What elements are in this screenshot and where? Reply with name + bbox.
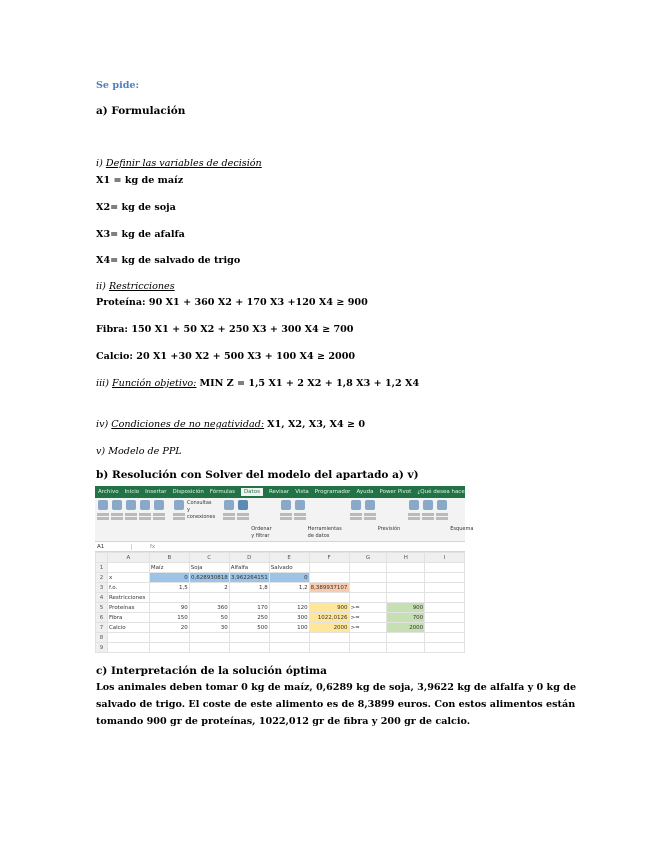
column-header[interactable]: A bbox=[107, 553, 149, 563]
spreadsheet-grid bbox=[95, 552, 465, 653]
cell[interactable] bbox=[425, 643, 465, 653]
var-x2: X2= kg de soja bbox=[96, 202, 176, 213]
table-row bbox=[96, 643, 465, 653]
cell[interactable]: 0,628930818 bbox=[190, 574, 228, 581]
column-header[interactable]: B bbox=[149, 553, 189, 563]
table-row bbox=[96, 603, 465, 613]
subsection-i bbox=[96, 158, 262, 170]
cell[interactable]: >= bbox=[349, 623, 387, 633]
cell[interactable]: 250 bbox=[229, 613, 269, 623]
rhs-cell[interactable]: 900 bbox=[387, 603, 425, 613]
non-negativity: X1, X2, X3, X4 ≥ 0 bbox=[267, 419, 366, 430]
formula-bar bbox=[95, 542, 465, 552]
cell[interactable]: 500 bbox=[229, 623, 269, 633]
cell[interactable]: 300 bbox=[269, 613, 309, 623]
subsection-ii-prefix: ii) bbox=[96, 281, 106, 292]
cell[interactable]: 1,5 bbox=[149, 583, 189, 593]
cell[interactable]: x bbox=[107, 573, 149, 583]
subtotal-icon[interactable] bbox=[436, 500, 448, 539]
excel-tab[interactable]: Programador bbox=[314, 489, 351, 495]
forecast-sheet-icon[interactable] bbox=[364, 500, 376, 539]
cell[interactable] bbox=[107, 633, 149, 643]
column-header[interactable]: H bbox=[387, 553, 425, 563]
cell[interactable]: >= bbox=[349, 603, 387, 613]
table-row bbox=[96, 573, 465, 583]
cell[interactable]: 150 bbox=[149, 613, 189, 623]
section-b-title: b) Resolución con Solver del modelo del apartado a) v) bbox=[96, 469, 419, 481]
excel-tab[interactable]: Insertar bbox=[145, 489, 167, 495]
var-x3: X3= kg de afalfa bbox=[96, 229, 185, 240]
row-header[interactable]: 6 bbox=[96, 613, 108, 623]
conclusion-line-2: salvado de trigo. El coste de este alimento es de 8,3899 euros. Con estos alimentos están bbox=[96, 699, 576, 710]
sort-icon[interactable] bbox=[223, 500, 235, 539]
cell[interactable] bbox=[149, 633, 189, 643]
cell[interactable] bbox=[229, 633, 269, 643]
column-header[interactable]: I bbox=[425, 553, 465, 563]
row-header[interactable]: 8 bbox=[96, 633, 108, 643]
cell[interactable]: Restricciones bbox=[107, 593, 149, 603]
from-web-icon[interactable] bbox=[125, 500, 137, 539]
cell[interactable] bbox=[229, 593, 269, 603]
cell[interactable]: 90 bbox=[149, 603, 189, 613]
cell[interactable] bbox=[349, 563, 387, 573]
filter-icon[interactable] bbox=[237, 500, 249, 539]
cell[interactable] bbox=[387, 593, 425, 603]
cell[interactable]: 0 bbox=[269, 573, 309, 583]
conclusion-line-1: Los animales deben tomar 0 kg de maíz, 0,6289 kg de soja, 3,9622 kg de alfalfa y 0 kg de bbox=[96, 682, 577, 693]
column-header[interactable]: F bbox=[309, 553, 349, 563]
restriction-calcium: Calcio: 20 X1 +30 X2 + 500 X3 + 100 X4 ≥ 2000 bbox=[96, 351, 356, 362]
excel-tab[interactable]: Revisar bbox=[268, 489, 290, 495]
cell[interactable] bbox=[149, 643, 189, 653]
queries-group-label: Consultas y conexiones bbox=[187, 500, 216, 520]
cell[interactable] bbox=[107, 643, 149, 653]
cell[interactable] bbox=[349, 643, 387, 653]
excel-tab[interactable]: Vista bbox=[295, 489, 309, 495]
restriction-fiber: Fibra: 150 X1 + 50 X2 + 250 X3 + 300 X4 ≥ 700 bbox=[96, 324, 354, 335]
cell[interactable] bbox=[387, 633, 425, 643]
subsection-iii bbox=[96, 378, 419, 390]
cell[interactable]: Alfalfa bbox=[229, 563, 269, 573]
name-box[interactable]: A1 bbox=[95, 544, 132, 550]
cell[interactable] bbox=[189, 633, 229, 643]
cell[interactable]: 100 bbox=[269, 623, 309, 633]
conclusion-line-3: tomando 900 gr de proteínas, 1022,012 gr de fibra y 200 gr de calcio. bbox=[96, 716, 471, 727]
from-text-icon[interactable] bbox=[111, 500, 123, 539]
objective-value-cell[interactable]: 8,389937107 bbox=[310, 584, 348, 591]
excel-tab[interactable]: Disposición bbox=[172, 489, 204, 495]
rhs-cell[interactable]: 700 bbox=[387, 613, 425, 623]
column-header-row bbox=[96, 553, 465, 563]
cell[interactable]: 20 bbox=[149, 623, 189, 633]
subsection-i-title: Definir las variables de decisión bbox=[105, 158, 262, 169]
excel-ribbon-tabs bbox=[95, 486, 470, 498]
outline-group-label: Esquema bbox=[450, 526, 474, 532]
data-tools-group-label: Herramientas de datos bbox=[307, 526, 342, 539]
lhs-cell[interactable]: 1022,0126 bbox=[309, 613, 349, 623]
subsection-i-prefix: i) bbox=[96, 158, 103, 169]
cell[interactable]: 170 bbox=[229, 603, 269, 613]
cell[interactable]: f.o. bbox=[107, 583, 149, 593]
subsection-iv bbox=[96, 419, 365, 431]
cell[interactable] bbox=[269, 633, 309, 643]
cell[interactable] bbox=[387, 573, 425, 583]
cell[interactable] bbox=[349, 573, 387, 583]
column-header[interactable]: E bbox=[269, 553, 309, 563]
what-if-icon[interactable] bbox=[350, 500, 362, 539]
row-header[interactable]: 3 bbox=[96, 583, 108, 593]
subsection-v: v) Modelo de PPL bbox=[96, 446, 182, 457]
cell[interactable]: >= bbox=[349, 613, 387, 623]
table-row bbox=[96, 633, 465, 643]
row-header[interactable]: 9 bbox=[96, 643, 108, 653]
excel-tab[interactable]: Inicio bbox=[124, 489, 140, 495]
cell[interactable] bbox=[189, 593, 229, 603]
column-header[interactable]: D bbox=[229, 553, 269, 563]
cell[interactable]: 2 bbox=[189, 583, 229, 593]
cell[interactable] bbox=[189, 643, 229, 653]
cell[interactable] bbox=[387, 643, 425, 653]
row-header[interactable]: 7 bbox=[96, 623, 108, 633]
forecast-group-label: Previsión bbox=[377, 526, 401, 532]
cell[interactable] bbox=[309, 573, 349, 583]
from-table-icon[interactable] bbox=[139, 500, 151, 539]
cell[interactable]: Calcio bbox=[107, 623, 149, 633]
text-to-columns-icon[interactable] bbox=[280, 500, 292, 539]
row-header[interactable]: 5 bbox=[96, 603, 108, 613]
cell[interactable] bbox=[425, 633, 465, 643]
cell[interactable] bbox=[309, 593, 349, 603]
cell[interactable]: Fibra bbox=[107, 613, 149, 623]
var-x1: X1 = kg de maíz bbox=[96, 175, 184, 186]
recent-sources-icon[interactable] bbox=[153, 500, 165, 539]
group-icon[interactable] bbox=[408, 500, 420, 539]
cell[interactable]: 1,8 bbox=[229, 583, 269, 593]
row-header[interactable]: 4 bbox=[96, 593, 108, 603]
excel-tab-active[interactable]: Datos bbox=[241, 488, 263, 496]
cell[interactable] bbox=[309, 563, 349, 573]
excel-ribbon bbox=[95, 498, 474, 542]
excel-tab[interactable]: Power Pivot bbox=[379, 489, 412, 495]
table-row bbox=[96, 563, 465, 573]
cell[interactable] bbox=[425, 613, 465, 623]
restriction-protein: Proteína: 90 X1 + 360 X2 + 170 X3 +120 X4 ≥ 900 bbox=[96, 297, 368, 308]
cell[interactable]: 1,2 bbox=[269, 583, 309, 593]
lhs-cell[interactable]: 900 bbox=[309, 603, 349, 613]
cell[interactable] bbox=[149, 593, 189, 603]
cell[interactable]: 50 bbox=[189, 613, 229, 623]
table-row bbox=[96, 583, 465, 593]
excel-screenshot bbox=[95, 486, 474, 651]
ungroup-icon[interactable] bbox=[422, 500, 434, 539]
section-a-title: a) Formulación bbox=[96, 105, 186, 117]
fx-icon[interactable]: fx bbox=[150, 543, 156, 550]
se-pide-heading: Se pide: bbox=[96, 80, 140, 91]
cell[interactable] bbox=[269, 593, 309, 603]
cell[interactable] bbox=[349, 583, 387, 593]
cell[interactable] bbox=[425, 593, 465, 603]
table-row bbox=[96, 593, 465, 603]
section-c-title: c) Interpretación de la solución óptima bbox=[96, 665, 327, 677]
cell[interactable] bbox=[349, 593, 387, 603]
cell[interactable] bbox=[425, 603, 465, 613]
cell[interactable] bbox=[387, 563, 425, 573]
table-row bbox=[96, 613, 465, 623]
cell[interactable]: 360 bbox=[189, 603, 229, 613]
corner-cell[interactable] bbox=[96, 553, 108, 563]
cell[interactable] bbox=[425, 583, 465, 593]
cell[interactable]: 0 bbox=[149, 573, 189, 583]
var-x4: X4= kg de salvado de trigo bbox=[96, 255, 241, 266]
sort-filter-group-label: Ordenar y filtrar bbox=[251, 526, 272, 539]
cell[interactable] bbox=[107, 563, 149, 573]
get-data-icon[interactable] bbox=[97, 500, 109, 539]
cell[interactable]: Soja bbox=[189, 563, 229, 573]
excel-tab[interactable]: Archivo bbox=[98, 489, 119, 495]
flash-fill-icon[interactable] bbox=[294, 500, 306, 539]
cell[interactable] bbox=[425, 573, 465, 583]
cell[interactable]: 3,962264151 bbox=[230, 574, 268, 581]
cell[interactable] bbox=[269, 643, 309, 653]
objective-function: MIN Z = 1,5 X1 + 2 X2 + 1,8 X3 + 1,2 X4 bbox=[199, 378, 420, 389]
cell[interactable]: 120 bbox=[269, 603, 309, 613]
cell[interactable] bbox=[425, 563, 465, 573]
excel-tab[interactable]: ¿Qué desea hacer? bbox=[417, 489, 470, 495]
subsection-iii-prefix: iii) bbox=[96, 378, 109, 389]
cell[interactable]: 30 bbox=[189, 623, 229, 633]
subsection-iv-title: Condiciones de no negatividad: bbox=[111, 419, 265, 430]
cell[interactable] bbox=[309, 633, 349, 643]
row-header[interactable]: 2 bbox=[96, 573, 108, 583]
cell[interactable] bbox=[425, 623, 465, 633]
cell[interactable] bbox=[349, 633, 387, 643]
subsection-iv-prefix: iv) bbox=[96, 419, 109, 430]
refresh-all-icon[interactable] bbox=[173, 500, 185, 539]
excel-tab[interactable]: Ayuda bbox=[356, 489, 374, 495]
excel-tab[interactable]: Fórmulas bbox=[209, 489, 235, 495]
cell[interactable]: Maíz bbox=[149, 563, 189, 573]
column-header[interactable]: C bbox=[189, 553, 229, 563]
cell[interactable]: Salvado bbox=[269, 563, 309, 573]
table-row bbox=[96, 623, 465, 633]
lhs-cell[interactable]: 2000 bbox=[309, 623, 349, 633]
cell[interactable] bbox=[229, 643, 269, 653]
cell[interactable] bbox=[387, 583, 425, 593]
rhs-cell[interactable]: 2000 bbox=[387, 623, 425, 633]
row-header[interactable]: 1 bbox=[96, 563, 108, 573]
subsection-ii bbox=[96, 281, 175, 293]
subsection-iii-title: Función objetivo: bbox=[112, 378, 197, 389]
cell[interactable] bbox=[309, 643, 349, 653]
subsection-ii-title: Restricciones bbox=[108, 281, 175, 292]
column-header[interactable]: G bbox=[349, 553, 387, 563]
cell[interactable]: Proteínas bbox=[107, 603, 149, 613]
